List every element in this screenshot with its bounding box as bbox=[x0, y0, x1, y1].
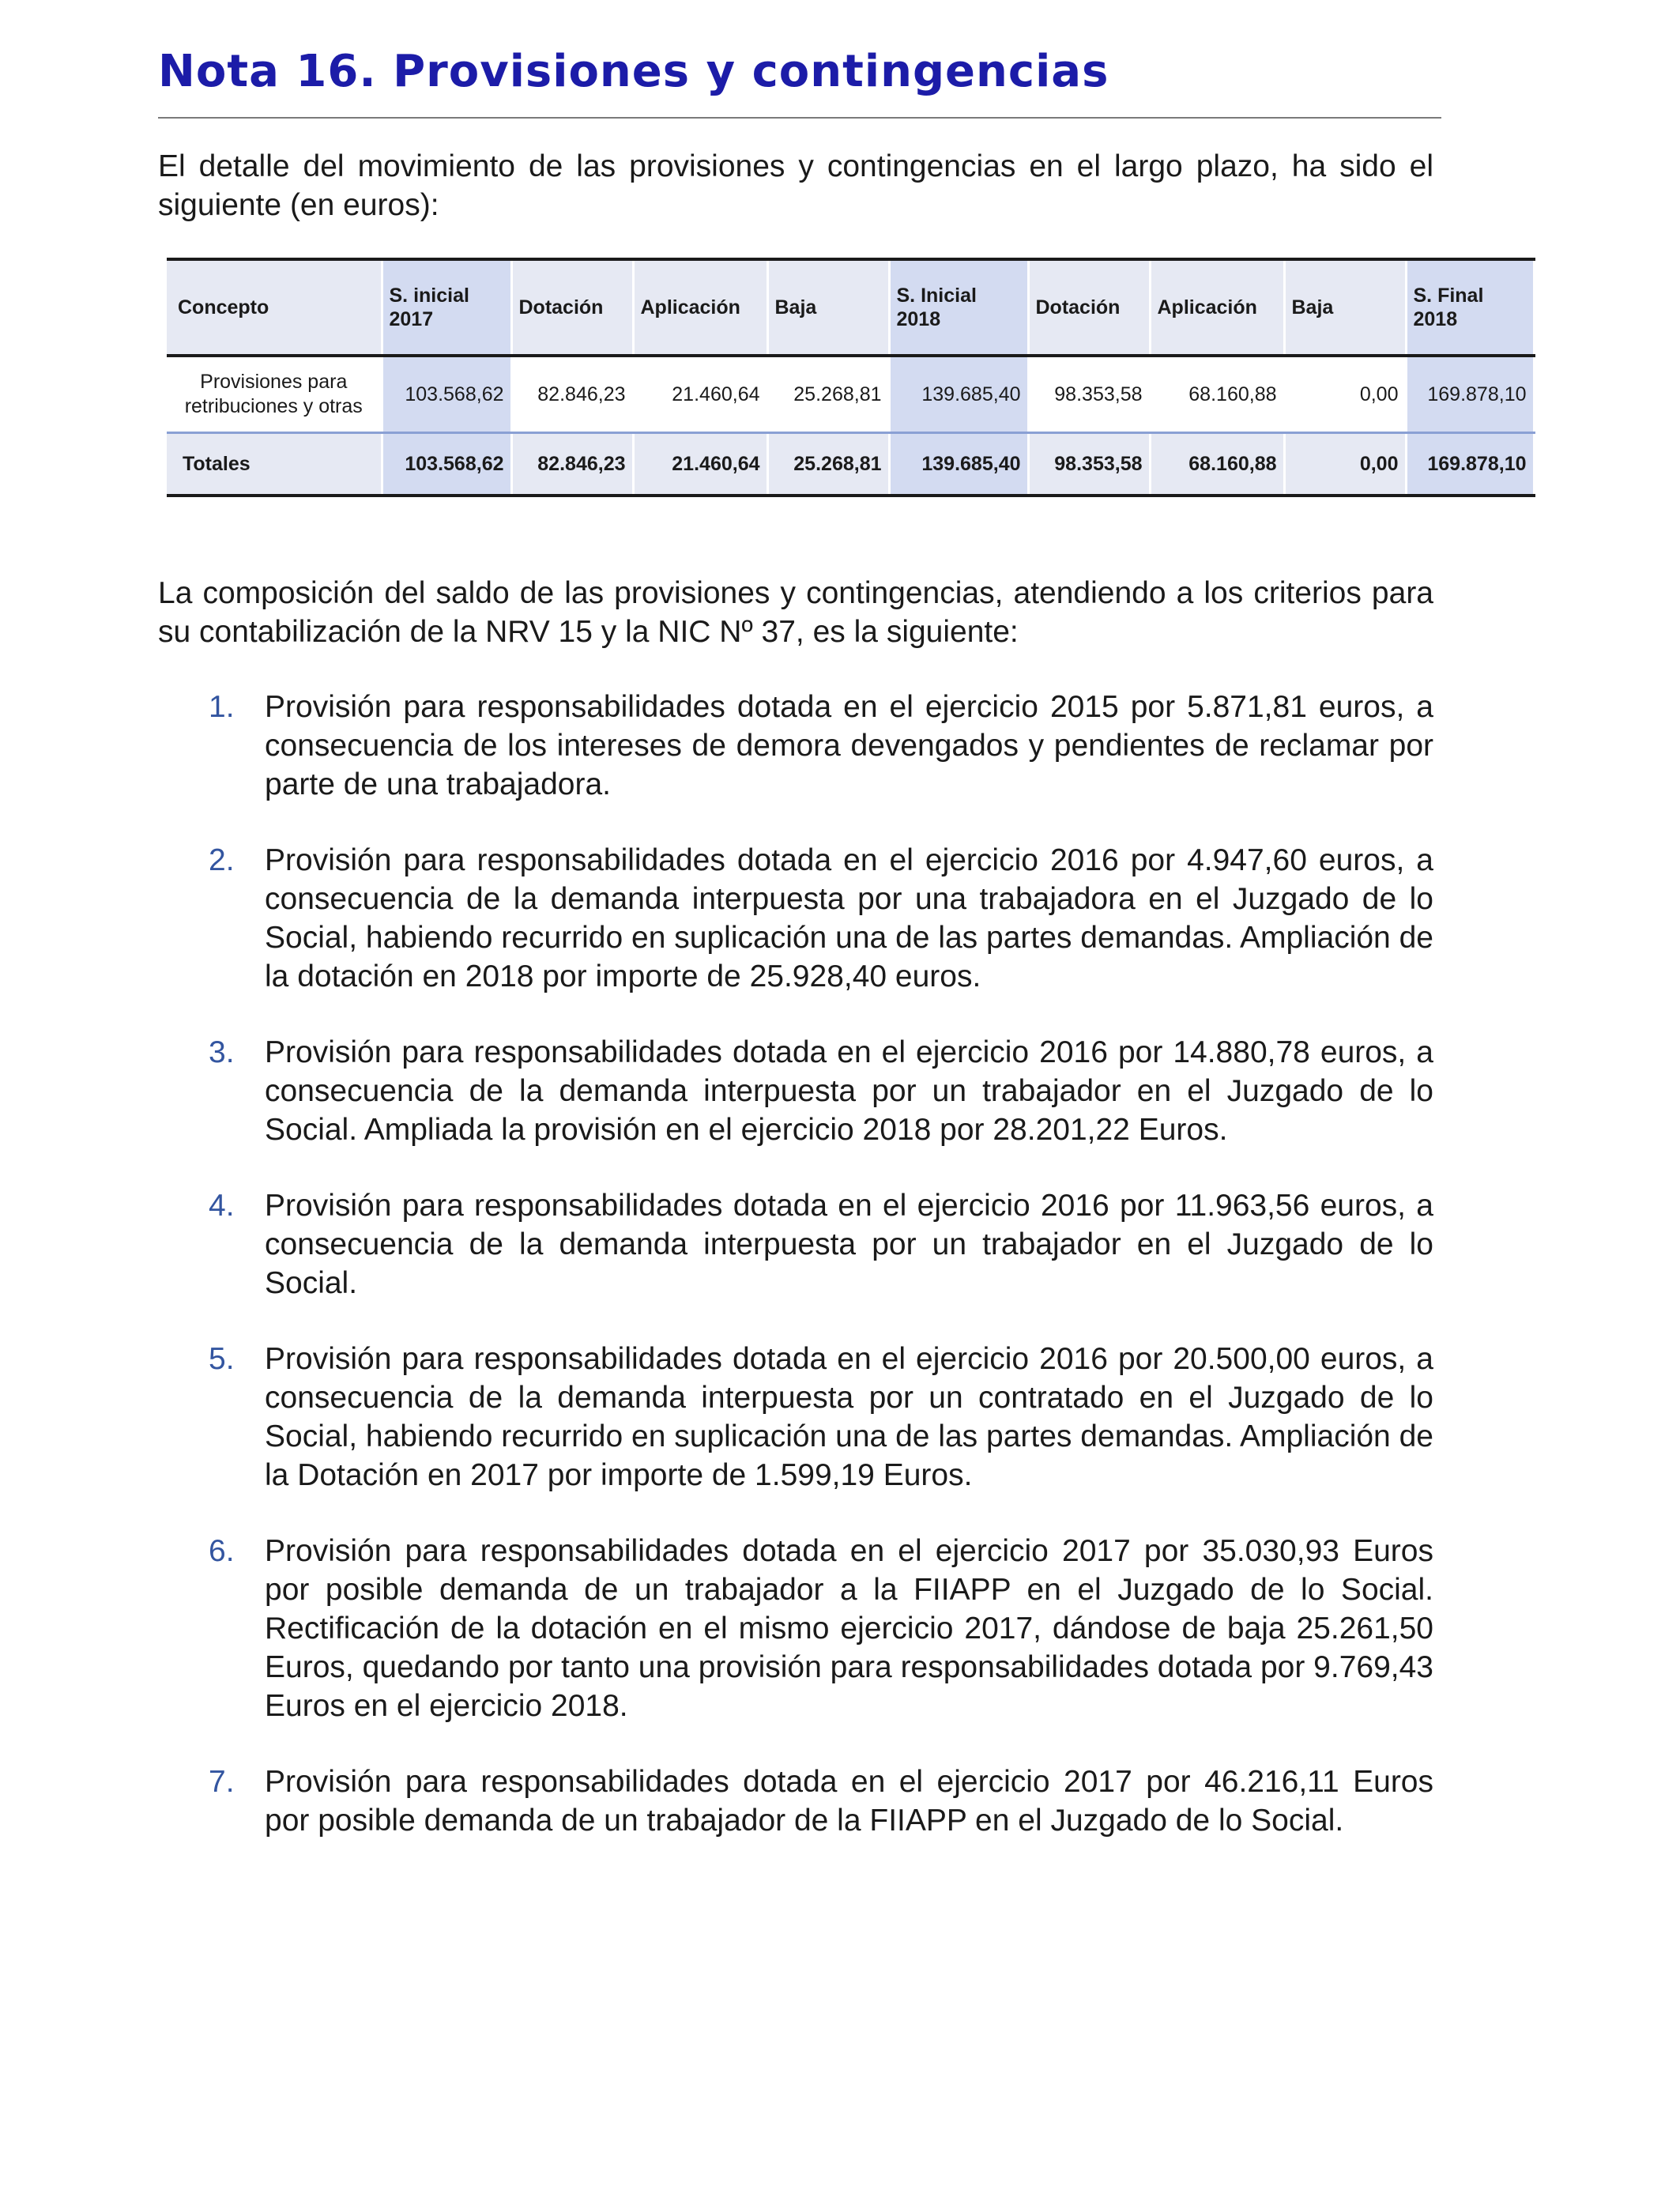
col-header-aplicacion-2017: Aplicación bbox=[633, 259, 767, 356]
list-item-text: Provisión para responsabilidades dotada en el ejercicio 2016 por 4.947,60 euros, a consecuencia de la demanda interpuesta por una trabajadora en el Juzgado de lo Social, habiendo recurrido en suplicación una de las partes demandas. Ampliación de la dotación en 2018 por importe de 25.928,40 euros. bbox=[265, 843, 1433, 993]
list-item-text: Provisión para responsabilidades dotada en el ejercicio 2016 por 11.963,56 euros, a consecuencia de la demanda interpuesta por un trabajador en el Juzgado de lo Social. bbox=[265, 1189, 1433, 1300]
col-header-baja-2018: Baja bbox=[1284, 259, 1406, 356]
list-item bbox=[158, 1762, 1433, 1840]
totals-cell: 25.268,81 bbox=[767, 433, 889, 496]
table-cell: 82.846,23 bbox=[511, 356, 633, 433]
provisions-list bbox=[158, 688, 1433, 1877]
table-cell: 68.160,88 bbox=[1150, 356, 1284, 433]
list-item bbox=[158, 1186, 1433, 1302]
col-header-s-final-2018: S. Final 2018 bbox=[1406, 259, 1534, 356]
list-item-number: 3. bbox=[209, 1035, 235, 1069]
table-cell-concepto: Provisiones para retribuciones y otras bbox=[167, 356, 382, 433]
totals-cell: 103.568,62 bbox=[382, 433, 511, 496]
col-header-dotacion-2017: Dotación bbox=[511, 259, 633, 356]
totals-cell: 68.160,88 bbox=[1150, 433, 1284, 496]
table-cell: 98.353,58 bbox=[1028, 356, 1150, 433]
table-cell: 0,00 bbox=[1284, 356, 1406, 433]
intro-paragraph: El detalle del movimiento de las provisiones y contingencias en el largo plazo, ha sido el siguiente (en euros): bbox=[158, 149, 1433, 222]
table-cell: 103.568,62 bbox=[382, 356, 511, 433]
col-header-concepto: Concepto bbox=[167, 259, 382, 356]
list-item-text: Provisión para responsabilidades dotada en el ejercicio 2016 por 14.880,78 euros, a consecuencia de la demanda interpuesta por un trabajador en el Juzgado de lo Social. Ampliada la provisión en el ejercicio 2018 por 28.201,22 Euros. bbox=[265, 1035, 1433, 1147]
list-item bbox=[158, 1340, 1433, 1495]
table-cell: 25.268,81 bbox=[767, 356, 889, 433]
totals-cell: 21.460,64 bbox=[633, 433, 767, 496]
list-item-number: 2. bbox=[209, 843, 235, 877]
totals-cell: 82.846,23 bbox=[511, 433, 633, 496]
totals-cell: 169.878,10 bbox=[1406, 433, 1534, 496]
page-title: Nota 16. Provisiones y contingencias bbox=[158, 46, 1109, 97]
list-item-number: 7. bbox=[209, 1765, 235, 1799]
col-header-baja-2017: Baja bbox=[767, 259, 889, 356]
table-cell: 139.685,40 bbox=[889, 356, 1028, 433]
col-header-s-inicial-2017: S. inicial 2017 bbox=[382, 259, 511, 356]
list-item bbox=[158, 1532, 1433, 1725]
totals-cell: 0,00 bbox=[1284, 433, 1406, 496]
composition-paragraph: La composición del saldo de las provisiones y contingencias, atendiendo a los criterios para su contabilización de la NRV 15 y la NIC Nº 37, es la siguiente: bbox=[158, 576, 1433, 649]
totals-cell: 98.353,58 bbox=[1028, 433, 1150, 496]
list-item-text: Provisión para responsabilidades dotada en el ejercicio 2015 por 5.871,81 euros, a consecuencia de los intereses de demora devengados y pendientes de reclamar por parte de una trabajadora. bbox=[265, 690, 1433, 801]
provisions-movement-table bbox=[167, 258, 1535, 497]
list-item-number: 4. bbox=[209, 1189, 235, 1223]
table-cell: 21.460,64 bbox=[633, 356, 767, 433]
list-item-text: Provisión para responsabilidades dotada en el ejercicio 2017 por 35.030,93 Euros por posible demanda de un trabajador a la FIIAPP en el Juzgado de lo Social. Rectificación de la dotación en el mismo ejercicio 2017, dándose de baja 25.261,50 Euros, quedando por tanto una provisión para responsabilidades dotada por 9.769,43 Euros en el ejercicio 2018. bbox=[265, 1534, 1433, 1723]
list-item-number: 1. bbox=[209, 690, 235, 724]
totals-label: Totales bbox=[167, 433, 382, 496]
table-header-row bbox=[167, 259, 1534, 356]
list-item bbox=[158, 688, 1433, 804]
table-cell: 169.878,10 bbox=[1406, 356, 1534, 433]
totals-row bbox=[167, 433, 1534, 496]
col-header-aplicacion-2018: Aplicación bbox=[1150, 259, 1284, 356]
list-item-text: Provisión para responsabilidades dotada en el ejercicio 2017 por 46.216,11 Euros por posible demanda de un trabajador de la FIIAPP en el Juzgado de lo Social. bbox=[265, 1765, 1433, 1838]
list-item-text: Provisión para responsabilidades dotada en el ejercicio 2016 por 20.500,00 euros, a consecuencia de la demanda interpuesta por un contratado en el Juzgado de lo Social, habiendo recurrido en suplicación una de las partes demandas. Ampliación de la Dotación en 2017 por importe de 1.599,19 Euros. bbox=[265, 1342, 1433, 1492]
col-header-dotacion-2018: Dotación bbox=[1028, 259, 1150, 356]
list-item bbox=[158, 841, 1433, 996]
col-header-s-inicial-2018: S. Inicial 2018 bbox=[889, 259, 1028, 356]
table-row bbox=[167, 356, 1534, 433]
list-item bbox=[158, 1033, 1433, 1149]
title-divider bbox=[158, 117, 1441, 119]
list-item-number: 6. bbox=[209, 1534, 235, 1568]
list-item-number: 5. bbox=[209, 1342, 235, 1376]
totals-cell: 139.685,40 bbox=[889, 433, 1028, 496]
